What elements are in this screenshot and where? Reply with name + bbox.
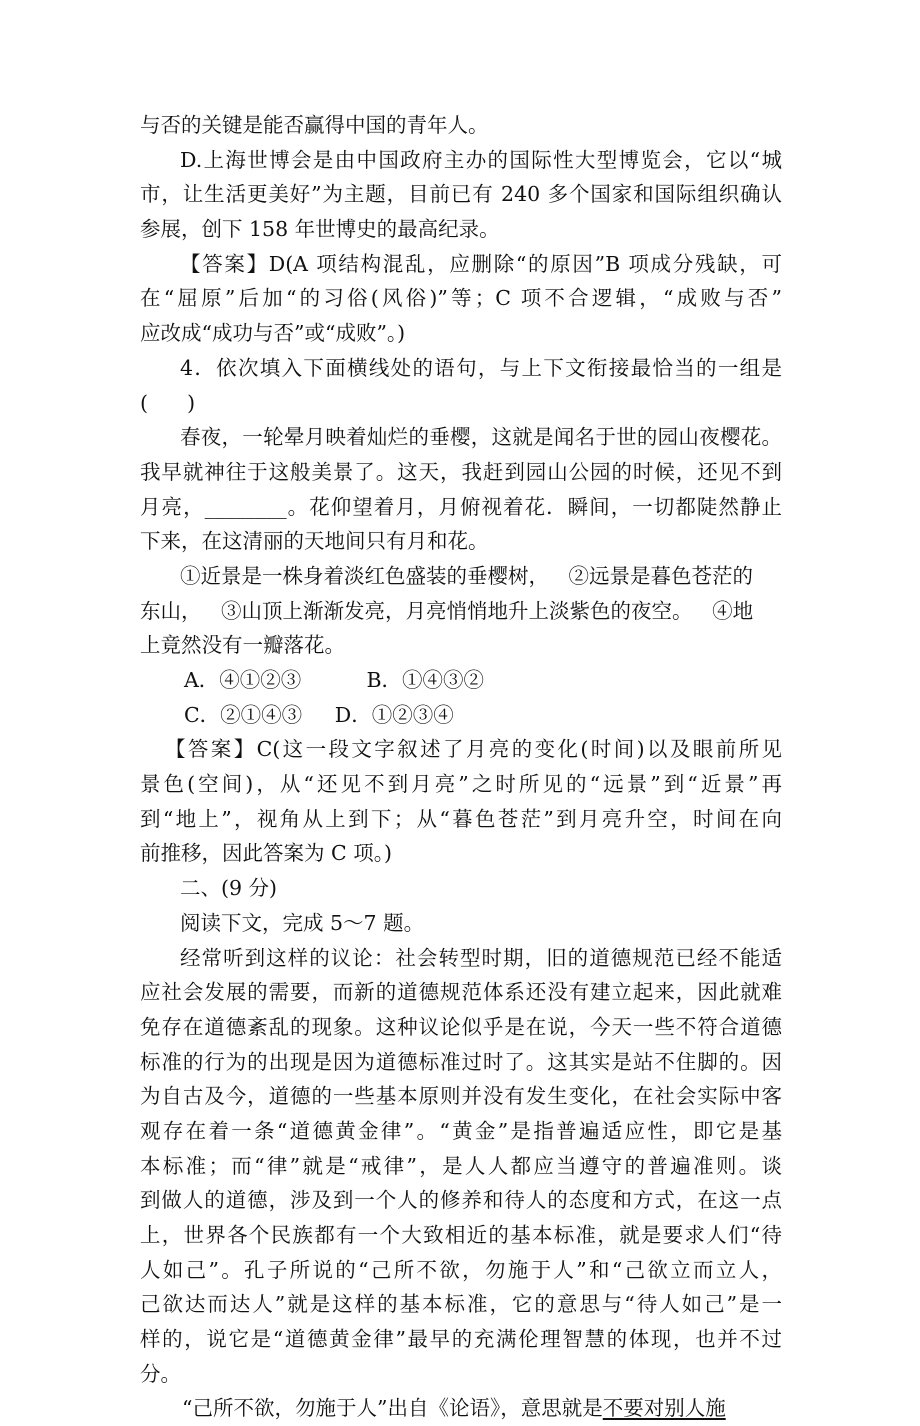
article-line: 到做人的道德，涉及到一个人的修养和待人的态度和方式，在这一点 xyxy=(140,1188,782,1213)
document-page xyxy=(140,108,782,1426)
option-d-line: D.上海世博会是由中国政府主办的国际性大型博览会，它以“城 xyxy=(180,147,782,172)
last-line-text: “己所不欲，勿施于人”出自《论语》，意思就是 xyxy=(182,1396,603,1421)
q4-passage-line: 下来，在这清丽的天地间只有月和花。 xyxy=(140,529,489,554)
article-line: 分。 xyxy=(140,1361,181,1386)
article-line: 观存在着一条“道德黄金律”。“黄金”是指普遍适应性，即它是基 xyxy=(140,1118,782,1143)
text-line: 与否的关键是能否赢得中国的青年人。 xyxy=(140,113,489,137)
option-d-line: 市，让生活更美好”为主题，目前已有 240 多个国家和国际组织确认 xyxy=(140,182,782,207)
article-line: 免存在道德紊乱的现象。这种议论似乎是在说，今天一些不符合道德 xyxy=(140,1014,782,1039)
q4-passage-line: 春夜，一轮晕月映着灿烂的垂樱，这就是闻名于世的园山夜樱花。 xyxy=(180,425,782,450)
q4-options-line: A．④①②③ B．①④③② xyxy=(184,668,485,692)
article-line: 应社会发展的需要，而新的道德规范体系还没有建立起来，因此就难 xyxy=(140,980,782,1005)
article-line: 上，世界各个民族都有一个大致相近的基本标准，就是要求人们“待 xyxy=(140,1223,782,1247)
article-line: 标准的行为的出现是因为道德标准过时了。这其实是站不住脚的。因 xyxy=(140,1049,782,1074)
q4-item-line: 东山， ③山顶上渐渐发亮，月亮悄悄地升上淡紫色的夜空。 ④地 xyxy=(140,598,754,623)
question-4-answer-bracket: ( ) xyxy=(140,390,196,415)
section-2-title: 二、(9 分) xyxy=(180,876,278,901)
article-line: 己欲达而达人”就是这样的基本标准，它的意思与“待人如己”是一 xyxy=(140,1292,782,1317)
section-2-instruction: 阅读下文，完成 5～7 题。 xyxy=(180,910,425,935)
article-line: 经常听到这样的议论：社会转型时期，旧的道德规范已经不能适 xyxy=(180,945,782,970)
answer-4-line: 前推移，因此答案为 C 项。) xyxy=(140,841,392,866)
article-line: 样的，说它是“道德黄金律”最早的充满伦理智慧的体现，也并不过 xyxy=(140,1327,782,1352)
article-line: 为自古及今，道德的一些基本原则并没有发生变化，在社会实际中客 xyxy=(140,1084,782,1109)
last-line xyxy=(140,1391,782,1426)
underlined-phrase: 不要对别人施 xyxy=(602,1396,726,1421)
answer-3-line: 在“屈原”后加“的习俗(风俗)”等；C 项不合逻辑，“成败与否” xyxy=(140,286,782,311)
question-4-stem: 4．依次填入下面横线处的语句，与上下文衔接最恰当的一组是 xyxy=(180,355,782,380)
q4-passage-line: 月亮，________。花仰望着月，月俯视着花．瞬间，一切都陡然静止 xyxy=(140,494,782,519)
q4-item-line: 上竟然没有一瓣落花。 xyxy=(140,633,345,658)
answer-4-line: 到“地上”，视角从上到下；从“暮色苍茫”到月亮升空，时间在向 xyxy=(140,806,782,831)
option-d-line: 参展，创下 158 年世博史的最高纪录。 xyxy=(140,217,500,242)
answer-4-line: 景色(空间)，从“还见不到月亮”之时所见的“远景”到“近景”再 xyxy=(140,772,782,797)
article-line: 人如己”。孔子所说的“己所不欲，勿施于人”和“己欲立而立人， xyxy=(140,1257,782,1282)
article-line: 本标准；而“律”就是“戒律”，是人人都应当遵守的普遍准则。谈 xyxy=(140,1153,782,1178)
q4-options-line: C．②①④③ D．①②③④ xyxy=(184,702,454,727)
q4-item-line: ①近景是一株身着淡红色盛装的垂樱树， ②远景是暮色苍茫的 xyxy=(180,563,754,588)
answer-4-line: 【答案】C(这一段文字叙述了月亮的变化(时间)以及眼前所见 xyxy=(165,737,782,762)
answer-3-line: 应改成“成功与否”或“成败”。) xyxy=(140,321,406,346)
q4-passage-line: 我早就神往于这般美景了。这天，我赶到园山公园的时候，还见不到 xyxy=(140,459,782,484)
answer-3-line: 【答案】D(A 项结构混乱，应删除“的原因”B 项成分残缺，可 xyxy=(180,251,782,276)
